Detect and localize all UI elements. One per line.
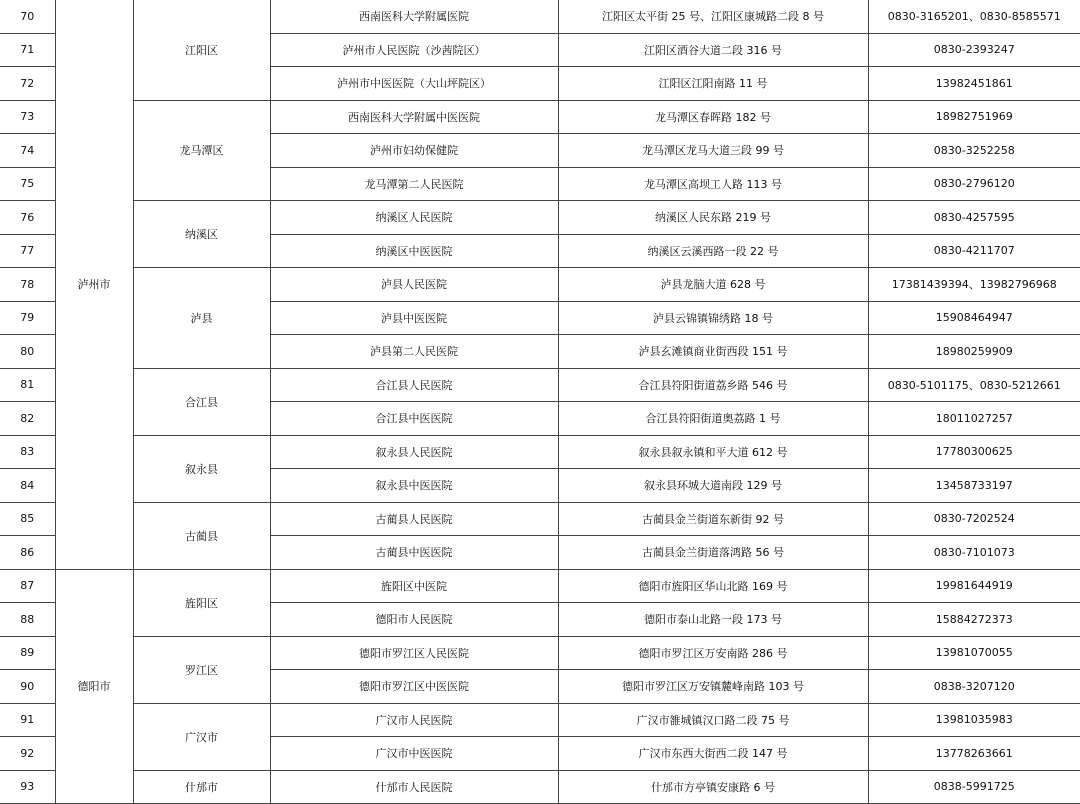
hospital-name-cell: 广汉市人民医院 [270,703,558,737]
hospital-name-cell: 泸州市中医医院（大山坪院区） [270,67,558,101]
hospital-name-cell: 德阳市罗江区中医医院 [270,670,558,704]
address-cell: 合江县符阳街道奥荔路 1 号 [558,402,868,436]
table-row [0,268,1080,302]
hospital-name-cell: 西南医科大学附属医院 [270,0,558,33]
hospital-name-cell: 叙永县中医医院 [270,469,558,503]
row-number-cell: 83 [0,435,55,469]
phone-cell: 0830-4257595 [868,201,1080,235]
hospital-name-cell: 合江县人民医院 [270,368,558,402]
phone-cell: 13981070055 [868,636,1080,670]
phone-cell: 18982751969 [868,100,1080,134]
address-cell: 泸县龙脑大道 628 号 [558,268,868,302]
row-number-cell: 71 [0,33,55,67]
row-number-cell: 70 [0,0,55,33]
phone-cell: 13982451861 [868,67,1080,101]
table-row [0,201,1080,235]
row-number-cell: 87 [0,569,55,603]
hospital-name-cell: 广汉市中医医院 [270,737,558,771]
hospital-name-cell: 什邡市人民医院 [270,770,558,804]
phone-cell: 0838-3207120 [868,670,1080,704]
address-cell: 合江县符阳街道荔乡路 546 号 [558,368,868,402]
address-cell: 纳溪区人民东路 219 号 [558,201,868,235]
phone-cell: 15884272373 [868,603,1080,637]
phone-cell: 17780300625 [868,435,1080,469]
table-row [0,636,1080,670]
row-number-cell: 92 [0,737,55,771]
district-cell: 旌阳区 [133,569,270,636]
table-row [0,0,1080,33]
row-number-cell: 76 [0,201,55,235]
address-cell: 江阳区太平街 25 号、江阳区康城路二段 8 号 [558,0,868,33]
hospital-name-cell: 叙永县人民医院 [270,435,558,469]
phone-cell: 13981035983 [868,703,1080,737]
address-cell: 龙马潭区高坝工人路 113 号 [558,167,868,201]
table-row [0,569,1080,603]
phone-cell: 18011027257 [868,402,1080,436]
hospital-name-cell: 德阳市人民医院 [270,603,558,637]
hospital-name-cell: 古蔺县人民医院 [270,502,558,536]
hospital-name-cell: 泸县人民医院 [270,268,558,302]
district-cell: 龙马潭区 [133,100,270,201]
row-number-cell: 82 [0,402,55,436]
table-row [0,703,1080,737]
row-number-cell: 77 [0,234,55,268]
district-cell: 什邡市 [133,770,270,804]
phone-cell: 0830-2393247 [868,33,1080,67]
row-number-cell: 75 [0,167,55,201]
phone-cell: 13778263661 [868,737,1080,771]
hospital-name-cell: 龙马潭第二人民医院 [270,167,558,201]
row-number-cell: 93 [0,770,55,804]
row-number-cell: 84 [0,469,55,503]
address-cell: 古蔺县金兰街道落鸿路 56 号 [558,536,868,570]
phone-cell: 13458733197 [868,469,1080,503]
address-cell: 纳溪区云溪西路一段 22 号 [558,234,868,268]
address-cell: 泸县云锦镇锦绣路 18 号 [558,301,868,335]
phone-cell: 19981644919 [868,569,1080,603]
row-number-cell: 78 [0,268,55,302]
hospital-name-cell: 泸州市妇幼保健院 [270,134,558,168]
row-number-cell: 73 [0,100,55,134]
row-number-cell: 85 [0,502,55,536]
table-row [0,770,1080,804]
hospital-name-cell: 泸县中医医院 [270,301,558,335]
phone-cell: 0830-2796120 [868,167,1080,201]
address-cell: 德阳市罗江区万安南路 286 号 [558,636,868,670]
row-number-cell: 74 [0,134,55,168]
hospital-name-cell: 纳溪区人民医院 [270,201,558,235]
phone-cell: 0830-3252258 [868,134,1080,168]
address-cell: 广汉市东西大街西二段 147 号 [558,737,868,771]
district-cell: 合江县 [133,368,270,435]
address-cell: 叙永县叙永镇和平大道 612 号 [558,435,868,469]
phone-cell: 0830-7101073 [868,536,1080,570]
row-number-cell: 81 [0,368,55,402]
address-cell: 江阳区酒谷大道二段 316 号 [558,33,868,67]
phone-cell: 17381439394、13982796968 [868,268,1080,302]
hospital-name-cell: 西南医科大学附属中医医院 [270,100,558,134]
district-cell: 广汉市 [133,703,270,770]
district-cell: 罗江区 [133,636,270,703]
address-cell: 广汉市雒城镇汉口路二段 75 号 [558,703,868,737]
table-row [0,100,1080,134]
district-cell: 叙永县 [133,435,270,502]
row-number-cell: 86 [0,536,55,570]
address-cell: 古蔺县金兰街道东新街 92 号 [558,502,868,536]
hospital-name-cell: 纳溪区中医医院 [270,234,558,268]
district-cell: 江阳区 [133,0,270,100]
address-cell: 德阳市泰山北路一段 173 号 [558,603,868,637]
phone-cell: 0830-4211707 [868,234,1080,268]
city-cell: 泸州市 [55,0,133,569]
hospital-name-cell: 古蔺县中医医院 [270,536,558,570]
address-cell: 龙马潭区龙马大道三段 99 号 [558,134,868,168]
address-cell: 德阳市旌阳区华山北路 169 号 [558,569,868,603]
hospital-name-cell: 旌阳区中医院 [270,569,558,603]
address-cell: 龙马潭区春晖路 182 号 [558,100,868,134]
address-cell: 泸县玄滩镇商业街西段 151 号 [558,335,868,369]
hospital-name-cell: 泸县第二人民医院 [270,335,558,369]
phone-cell: 0830-5101175、0830-5212661 [868,368,1080,402]
phone-cell: 0830-7202524 [868,502,1080,536]
row-number-cell: 90 [0,670,55,704]
hospital-name-cell: 泸州市人民医院（沙茜院区） [270,33,558,67]
district-cell: 泸县 [133,268,270,369]
address-cell: 叙永县环城大道南段 129 号 [558,469,868,503]
city-cell: 德阳市 [55,569,133,804]
row-number-cell: 91 [0,703,55,737]
address-cell: 德阳市罗江区万安镇麓峰南路 103 号 [558,670,868,704]
address-cell: 什邡市方亭镇安康路 6 号 [558,770,868,804]
phone-cell: 18980259909 [868,335,1080,369]
district-cell: 古蔺县 [133,502,270,569]
phone-cell: 15908464947 [868,301,1080,335]
phone-cell: 0838-5991725 [868,770,1080,804]
phone-cell: 0830-3165201、0830-8585571 [868,0,1080,33]
address-cell: 江阳区江阳南路 11 号 [558,67,868,101]
table-row [0,502,1080,536]
district-cell: 纳溪区 [133,201,270,268]
table-row [0,368,1080,402]
hospital-name-cell: 德阳市罗江区人民医院 [270,636,558,670]
row-number-cell: 88 [0,603,55,637]
row-number-cell: 72 [0,67,55,101]
hospital-name-cell: 合江县中医医院 [270,402,558,436]
row-number-cell: 80 [0,335,55,369]
table-row [0,435,1080,469]
row-number-cell: 89 [0,636,55,670]
row-number-cell: 79 [0,301,55,335]
